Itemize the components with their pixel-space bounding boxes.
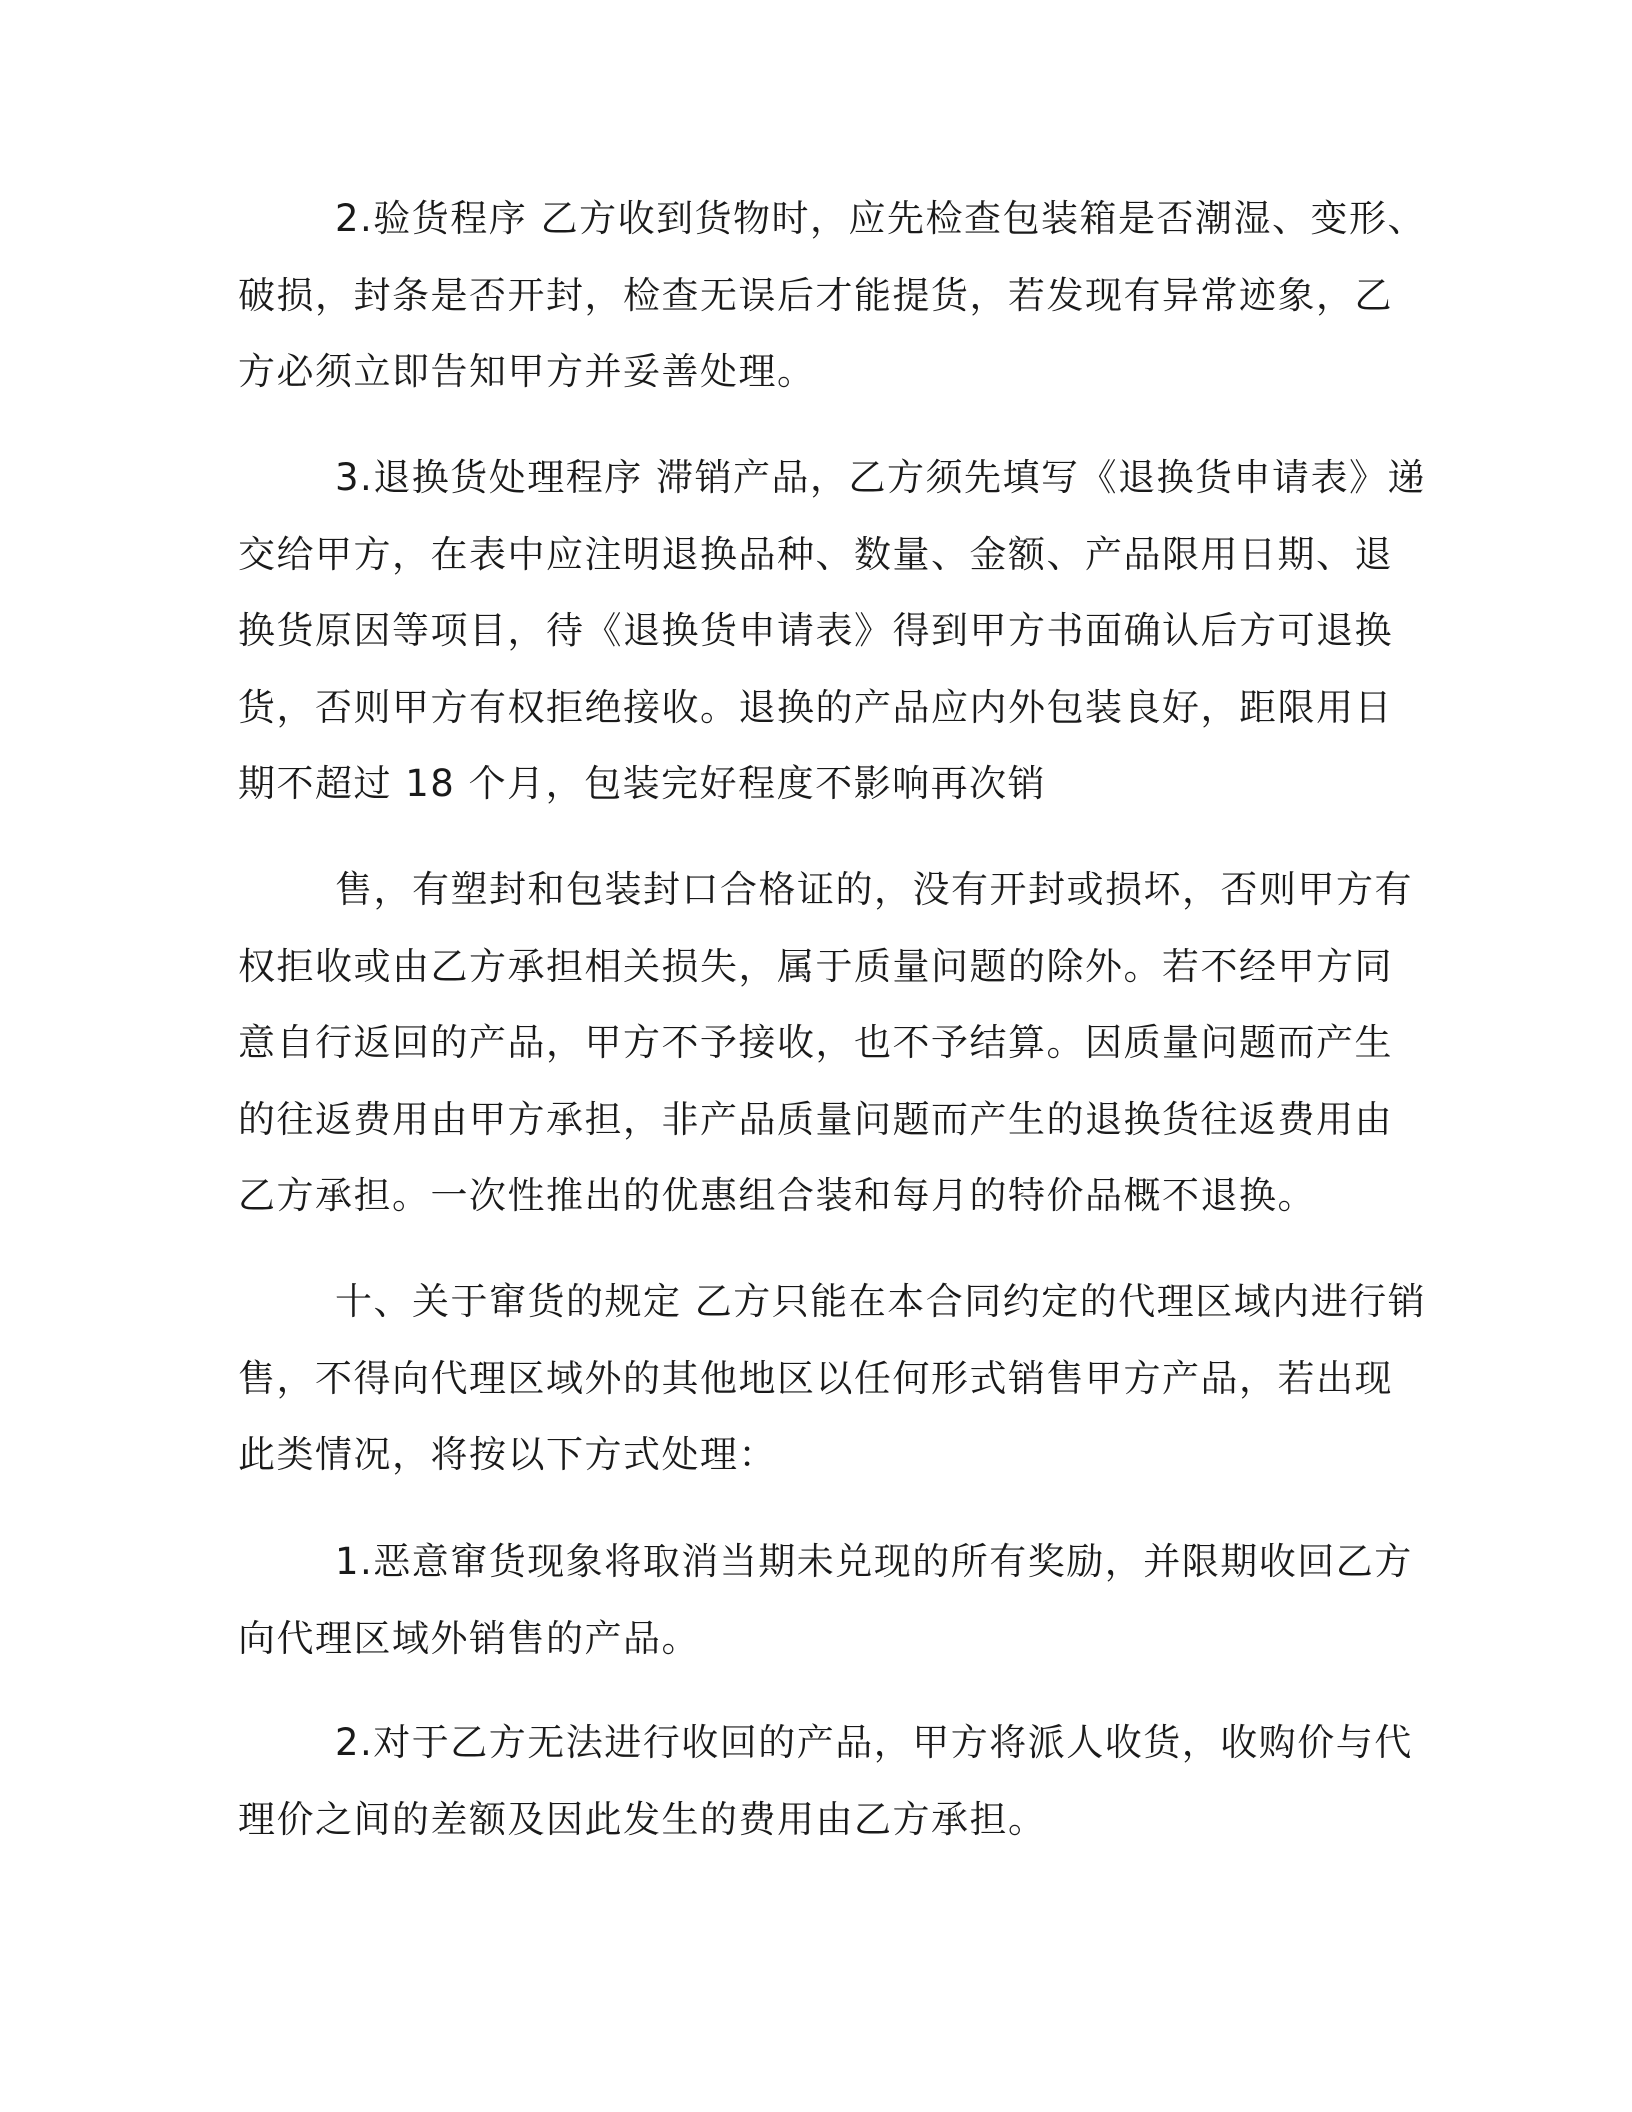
paragraph-line: 期不超过 18 个月，包装完好程度不影响再次销 [238,762,1047,805]
paragraph-line: 乙方承担。一次性推出的优惠组合装和每月的特价品概不退换。 [238,1174,1316,1217]
paragraph-line: 理价之间的差额及因此发生的费用由乙方承担。 [238,1797,1047,1841]
paragraph-line: 交给甲方，在表中应注明退换品种、数量、金额、产品限用日期、退 [238,532,1393,576]
paragraph-line: 此类情况，将按以下方式处理： [238,1433,777,1476]
paragraph-line: 权拒收或由乙方承担相关损失，属于质量问题的除外。若不经甲方同 [238,944,1393,988]
paragraph-inspection-procedure [238,181,1427,411]
paragraph-return-continued [238,852,1413,1235]
paragraph-rule-1 [238,1524,1413,1677]
paragraph-line: 售，有塑封和包装封口合格证的，没有开封或损坏，否则甲方有 [335,868,1413,911]
paragraph-line: 2.对于乙方无法进行收回的产品，甲方将派人收货，收购价与代 [335,1721,1413,1764]
paragraph-line: 十、关于窜货的规定 乙方只能在本合同约定的代理区域内进行销 [335,1280,1427,1323]
paragraph-cross-region-rules [238,1264,1427,1494]
paragraph-return-procedure [238,440,1427,823]
paragraph-line: 换货原因等项目，待《退换货申请表》得到甲方书面确认后方可退换 [238,609,1393,652]
paragraph-line: 货，否则甲方有权拒绝接收。退换的产品应内外包装良好，距限用日 [238,685,1393,729]
paragraph-line: 方必须立即告知甲方并妥善处理。 [238,350,816,393]
paragraph-line: 1.恶意窜货现象将取消当期未兑现的所有奖励，并限期收回乙方 [335,1540,1413,1583]
paragraph-line: 的往返费用由甲方承担，非产品质量问题而产生的退换货往返费用由 [238,1097,1393,1141]
paragraph-line: 意自行返回的产品，甲方不予接收，也不予结算。因质量问题而产生 [238,1021,1393,1064]
paragraph-line: 售，不得向代理区域外的其他地区以任何形式销售甲方产品，若出现 [238,1356,1393,1400]
paragraph-line: 2.验货程序 乙方收到货物时，应先检查包装箱是否潮湿、变形、 [335,197,1427,240]
paragraph-line: 向代理区域外销售的产品。 [238,1616,700,1660]
paragraph-line: 破损，封条是否开封，检查无误后才能提货，若发现有异常迹象，乙 [238,273,1393,317]
paragraph-line: 3.退换货处理程序 滞销产品，乙方须先填写《退换货申请表》递 [335,456,1427,499]
paragraph-rule-2 [238,1705,1413,1858]
